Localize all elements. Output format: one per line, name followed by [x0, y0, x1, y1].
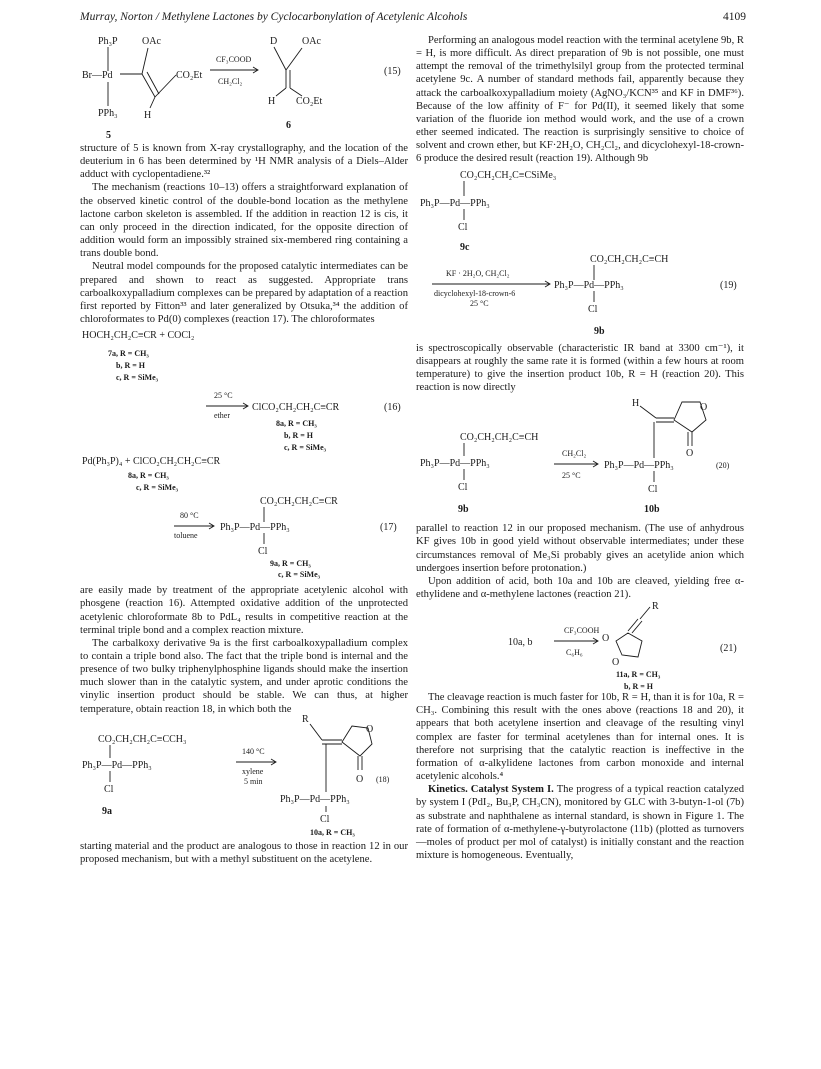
r15-bond-h [150, 97, 155, 108]
r18-condition-bottom: 5 min [244, 776, 263, 786]
r17-product-top: CO₂CH₂CH₂C≡CR [260, 496, 338, 508]
r20-product-o-carbonyl: O [686, 448, 694, 460]
r20-label-9b: 9b [458, 504, 469, 516]
r16-label-8a: 8a, R = CH₃ [276, 419, 317, 429]
right-paragraph-4: Upon addition of acid, both 10a and 10b are cleaved, yielding free α-ethylidene and α-methylene lactones (reaction 21). [416, 575, 744, 600]
r15-label-6: 6 [286, 120, 291, 131]
r20-reactant-middle: Ph₃P—Pd—PPh₃ [420, 458, 490, 470]
r21-double-1 [628, 619, 638, 631]
reaction-15-scheme [80, 34, 408, 142]
r18-reactant-bottom: Cl [104, 783, 114, 795]
r18-label-row [80, 826, 408, 840]
page-number: 4109 [723, 11, 746, 23]
r17-label-9c: c, R = SiMe₃ [278, 570, 321, 580]
r16-label-8c: c, R = SiMe₃ [284, 443, 327, 453]
r18-product-r: R [302, 713, 309, 725]
r21-eq-number: (21) [720, 643, 737, 655]
reaction-16-svg [80, 326, 408, 452]
r15-double-1 [142, 74, 155, 97]
r18-product-pd: Ph₃P—Pd—PPh₃ [280, 793, 350, 805]
r19-product-middle: Ph₃P—Pd—PPh₃ [554, 279, 624, 291]
r20-eq-number: (20) [716, 461, 730, 471]
r20-condition-top: CH₂Cl₂ [562, 449, 587, 459]
r15-pph3-top: Ph₃P [98, 36, 118, 47]
r17-eq-number: (17) [380, 522, 397, 534]
r16-condition-top: 25 °C [214, 391, 233, 401]
left-paragraph-4: are easily made by treatment of the appropriate acetylenic alcohol with phosgene (reaction 16). Attempted oxidative addition of the unprotected acetylenic chloroformate 8b to PdL₄ results in competitive reaction at the terminal triple bond and a complex reaction mixture. [80, 585, 408, 636]
running-title: Murray, Norton / Methylene Lactones by Cyclocarbonylation of Acetylenic Alcohols [80, 11, 468, 23]
r19-reactant-top: CO₂CH₂CH₂C≡CSiMe₃ [460, 169, 557, 181]
running-header [80, 11, 746, 27]
reaction-20-svg [416, 394, 744, 522]
r15-p-bond-co2et [290, 88, 302, 96]
r15-co2et: CO₂Et [176, 70, 203, 81]
r15-p-bond-oac [286, 48, 302, 70]
r16-label-7c: c, R = SiMe₃ [116, 373, 159, 383]
left-column [80, 34, 408, 866]
r15-product-co2et: CO₂Et [296, 96, 323, 107]
left-paragraph-6: starting material and the product are analogous to those in reaction 12 in our proposed mechanism, but with a methyl substituent on the acetylene. [80, 840, 408, 865]
r21-lactone-ring [616, 633, 642, 657]
r15-label-5: 5 [106, 130, 111, 141]
r19-condition-mid: dicyclohexyl-18-crown-6 [434, 288, 516, 298]
r17-label-9a: 9a, R = CH₃ [270, 559, 311, 569]
r21-condition-bottom: C₆H₆ [566, 648, 583, 658]
r18-condition-top: 140 °C [242, 746, 265, 756]
r21-label-11b: b, R = H [624, 682, 654, 692]
r15-p-bond-h [276, 88, 286, 96]
r15-reagent-top: CF₃COOD [216, 55, 252, 64]
r19-label-9b: 9b [594, 325, 605, 337]
r16-condition-bottom: ether [214, 411, 230, 421]
r20-condition-bottom: 25 °C [562, 471, 581, 481]
r20-label-10b: 10b [644, 504, 660, 516]
r16-label-7b: b, R = H [116, 361, 146, 371]
r20-product-cl: Cl [648, 484, 658, 496]
r17-condition-bottom: toluene [174, 531, 198, 541]
r20-bond-h [640, 406, 656, 418]
reaction-21-svg [416, 601, 744, 691]
reaction-18-scheme [80, 713, 408, 826]
r17-product-bottom: Cl [258, 546, 268, 558]
r15-bond-co2et [155, 75, 176, 97]
r19-eq-number: (19) [720, 279, 737, 291]
r16-reactants: HOCH₂CH₂C≡CR + COCl₂ [82, 330, 195, 342]
r15-p-bond-d [274, 47, 286, 70]
r16-eq-number: (16) [384, 402, 401, 414]
r15-bond-c-oac [142, 48, 148, 74]
r21-double-2 [632, 621, 642, 633]
r19-product-top: CO₂CH₂CH₂C≡CH [590, 253, 669, 265]
r18-product-cl: Cl [320, 813, 330, 825]
left-paragraph-2: The mechanism (reactions 10–13) offers a straightforward explanation of the observed kinetic control of the double-bond location as the methylene lactone carbon skeleton is assembled. If the addition in reaction 12 is cis, it can only proceed in the direction indicated, for the opposite direction of addition would form an impossibly strained six-membered ring containing a trans double bond. [80, 182, 408, 260]
r19-condition-bottom: 25 °C [470, 298, 489, 308]
kinetics-heading: Kinetics. Catalyst System I. [428, 784, 554, 796]
left-paragraph-1: structure of 5 is known from X-ray crystallography, and the location of the deuterium in 6 has been determined by ¹H NMR analysis of a Diels–Alder adduct with cyclopentadiene.³² [80, 143, 408, 181]
r21-product-r: R [652, 601, 659, 613]
r17-label-8c: c, R = SiMe₃ [136, 483, 179, 493]
right-paragraph-2: is spectroscopically observable (characteristic IR band at 3300 cm⁻¹), it disappears at roughly the same rate it is formed (within a few hours at room temperature) to give the insertion product 10b, R = H (reaction 20). This reaction is now directly [416, 342, 744, 394]
right-paragraph-6 [416, 783, 744, 862]
reaction-19-scheme [416, 166, 744, 342]
reaction-18-svg [80, 713, 408, 826]
r21-label-11a: 11a, R = CH₃ [616, 670, 661, 680]
r15-product-h: H [268, 96, 276, 107]
r20-product-o-ring: O [700, 402, 708, 414]
right-column [416, 34, 744, 862]
r21-reactant: 10a, b [508, 637, 533, 649]
r18-label-9a: 9a [102, 805, 112, 817]
r17-label-9c-row [80, 572, 408, 584]
right-paragraph-3: parallel to reaction 12 in our proposed mechanism. (The use of anhydrous KF gives 10b in good yield without observable intermediates; under these circumstances removal of Me₃Si probably gives an acetylide anion which undergoes insertion before protonation.) [416, 523, 744, 574]
r15-double-2 [147, 72, 159, 94]
reaction-16-scheme [80, 326, 408, 452]
r18-bond-r [310, 724, 322, 740]
r21-condition-top: CF₃COOH [564, 626, 600, 636]
reaction-21-scheme [416, 601, 744, 691]
r18-label-10a: 10a, R = CH₃ [310, 827, 355, 837]
r17-label-8a: 8a, R = CH₃ [128, 471, 169, 481]
r15-reagent-bottom: CH₂Cl₂ [218, 77, 243, 86]
r20-reactant-bottom: Cl [458, 482, 468, 494]
r19-reactant-bottom: Cl [458, 221, 468, 233]
r15-h: H [144, 110, 152, 121]
kinetics-text: The progress of a typical reaction catalyzed by system I (PdI₂, Bu₃P, CH₃CN), monitored by GLC with 3-butyn-1-ol (7b) as substrate and naphthalene as internal standard, is shown in Figure 1. The rate of formation of α-methylene-γ-butyrolactone (11b) (plotted as turnovers—moles of product per mol of catalyst) is initially constant and the reaction mixture is homogeneous. Eventually, [416, 784, 745, 861]
r19-reactant-middle: Ph₃P—Pd—PPh₃ [420, 197, 490, 209]
reaction-20-scheme [416, 394, 744, 522]
reaction-19-svg [416, 166, 744, 342]
r20-product-h: H [632, 398, 640, 410]
reaction-17-svg [80, 452, 408, 572]
r20-reactant-top: CO₂CH₂CH₂C≡CH [460, 432, 539, 444]
r15-br-pd: Br—Pd [82, 70, 113, 81]
r18-reactant-middle: Ph₃P—Pd—PPh₃ [82, 759, 152, 771]
left-paragraph-3: Neutral model compounds for the proposed catalytic intermediates can be prepared and shown to react as suggested. Appropriate trans carboalkoxypalladium complexes can be prepared by adaptation of a reaction first reported by Fitton³³ and later generalized by Otsuka,³⁴ the addition of chloroformates to Pd(0) complexes (reaction 17). The chloroformates [80, 261, 408, 326]
r15-oac: OAc [142, 36, 161, 47]
r20-product-pd: Ph₃P—Pd—PPh₃ [604, 460, 674, 472]
right-paragraph-5: The cleavage reaction is much faster for 10b, R = H, than it is for 10a, R = CH₃. Combining this result with the ones above (reactions 18 and 20), it appears that both acetylene insertion and cleavage of the resulting vinyl complex are faster for terminal acetylenes than for internal ones. It is therefore not surprising that the catalytic reaction is ineffective in the formation of α-alkylidene lactones from carbon monoxide and internal acetylenic alcohols.⁴ [416, 692, 744, 783]
r21-bond-r [640, 607, 650, 619]
reaction-17-scheme [80, 452, 408, 572]
right-paragraph-1: Performing an analogous model reaction with the terminal acetylene 9b, R = H, is more difficult. As direct preparation of 9b is not possible, one must attempt the removal of the trimethylsilyl group from the protected terminal acetylene 9c. A number of standard methods fail, apparently because they attack the carboalkoxypalladium moiety (AgNO₃/KCN³⁵ and KF in DMF³⁶). Because of the low affinity of F⁻ for Pd(II), it seemed likely that some variation of the fluoride ion method would work, and the use of a crown ether seemed indicated. The reaction is surprisingly sensitive to choice of solvent and crown ether, but KF·2H₂O, CH₂Cl₂, and dicyclohexyl-18-crown-6 produce the desired result (reaction 19). Although 9b [416, 35, 744, 165]
r16-label-7a: 7a, R = CH₃ [108, 349, 149, 359]
r21-product-o-carbonyl: O [602, 633, 610, 645]
r18-product-o-carbonyl: O [356, 773, 364, 785]
r18-condition-mid: xylene [242, 766, 264, 776]
r15-product-oac: OAc [302, 36, 321, 47]
r21-product-o-ring: O [612, 657, 620, 669]
r18-reactant-top: CO₂CH₂CH₂C≡CCH₃ [98, 733, 187, 745]
r19-label-9c: 9c [460, 241, 470, 253]
r17-reactants: Pd(Ph₃P)₄ + ClCO₂CH₂CH₂C≡CR [82, 456, 221, 468]
r15-pph3-bottom: PPh₃ [98, 108, 118, 119]
r19-condition-top: KF · 2H₂O, CH₂Cl₂ [446, 268, 510, 278]
r15-product-d: D [270, 36, 278, 47]
left-paragraph-5: The carbalkoxy derivative 9a is the first carboalkoxypalladium complex to contain a triple bond also. The fact that the triple bond is internal and the presence of two bulky triphenylphosphine ligands should make the insertion much slower than in the catalytic system, and under aprotic conditions the vinylic insertion product should be stable. We can thus, at higher temperature, obtain reaction 18, in which both the [80, 637, 408, 715]
r18-eq-number: (18) [376, 774, 390, 784]
r17-product-middle: Ph₃P—Pd—PPh₃ [220, 522, 290, 534]
r16-product: ClCO₂CH₂CH₂C≡CR [252, 402, 340, 414]
r15-eq-number: (15) [384, 66, 401, 77]
reaction-15-svg [80, 34, 408, 142]
r18-product-o-ring: O [366, 723, 374, 735]
r16-label-8b: b, R = H [284, 431, 314, 441]
r17-condition-top: 80 °C [180, 511, 199, 521]
r19-product-bottom: Cl [588, 303, 598, 315]
